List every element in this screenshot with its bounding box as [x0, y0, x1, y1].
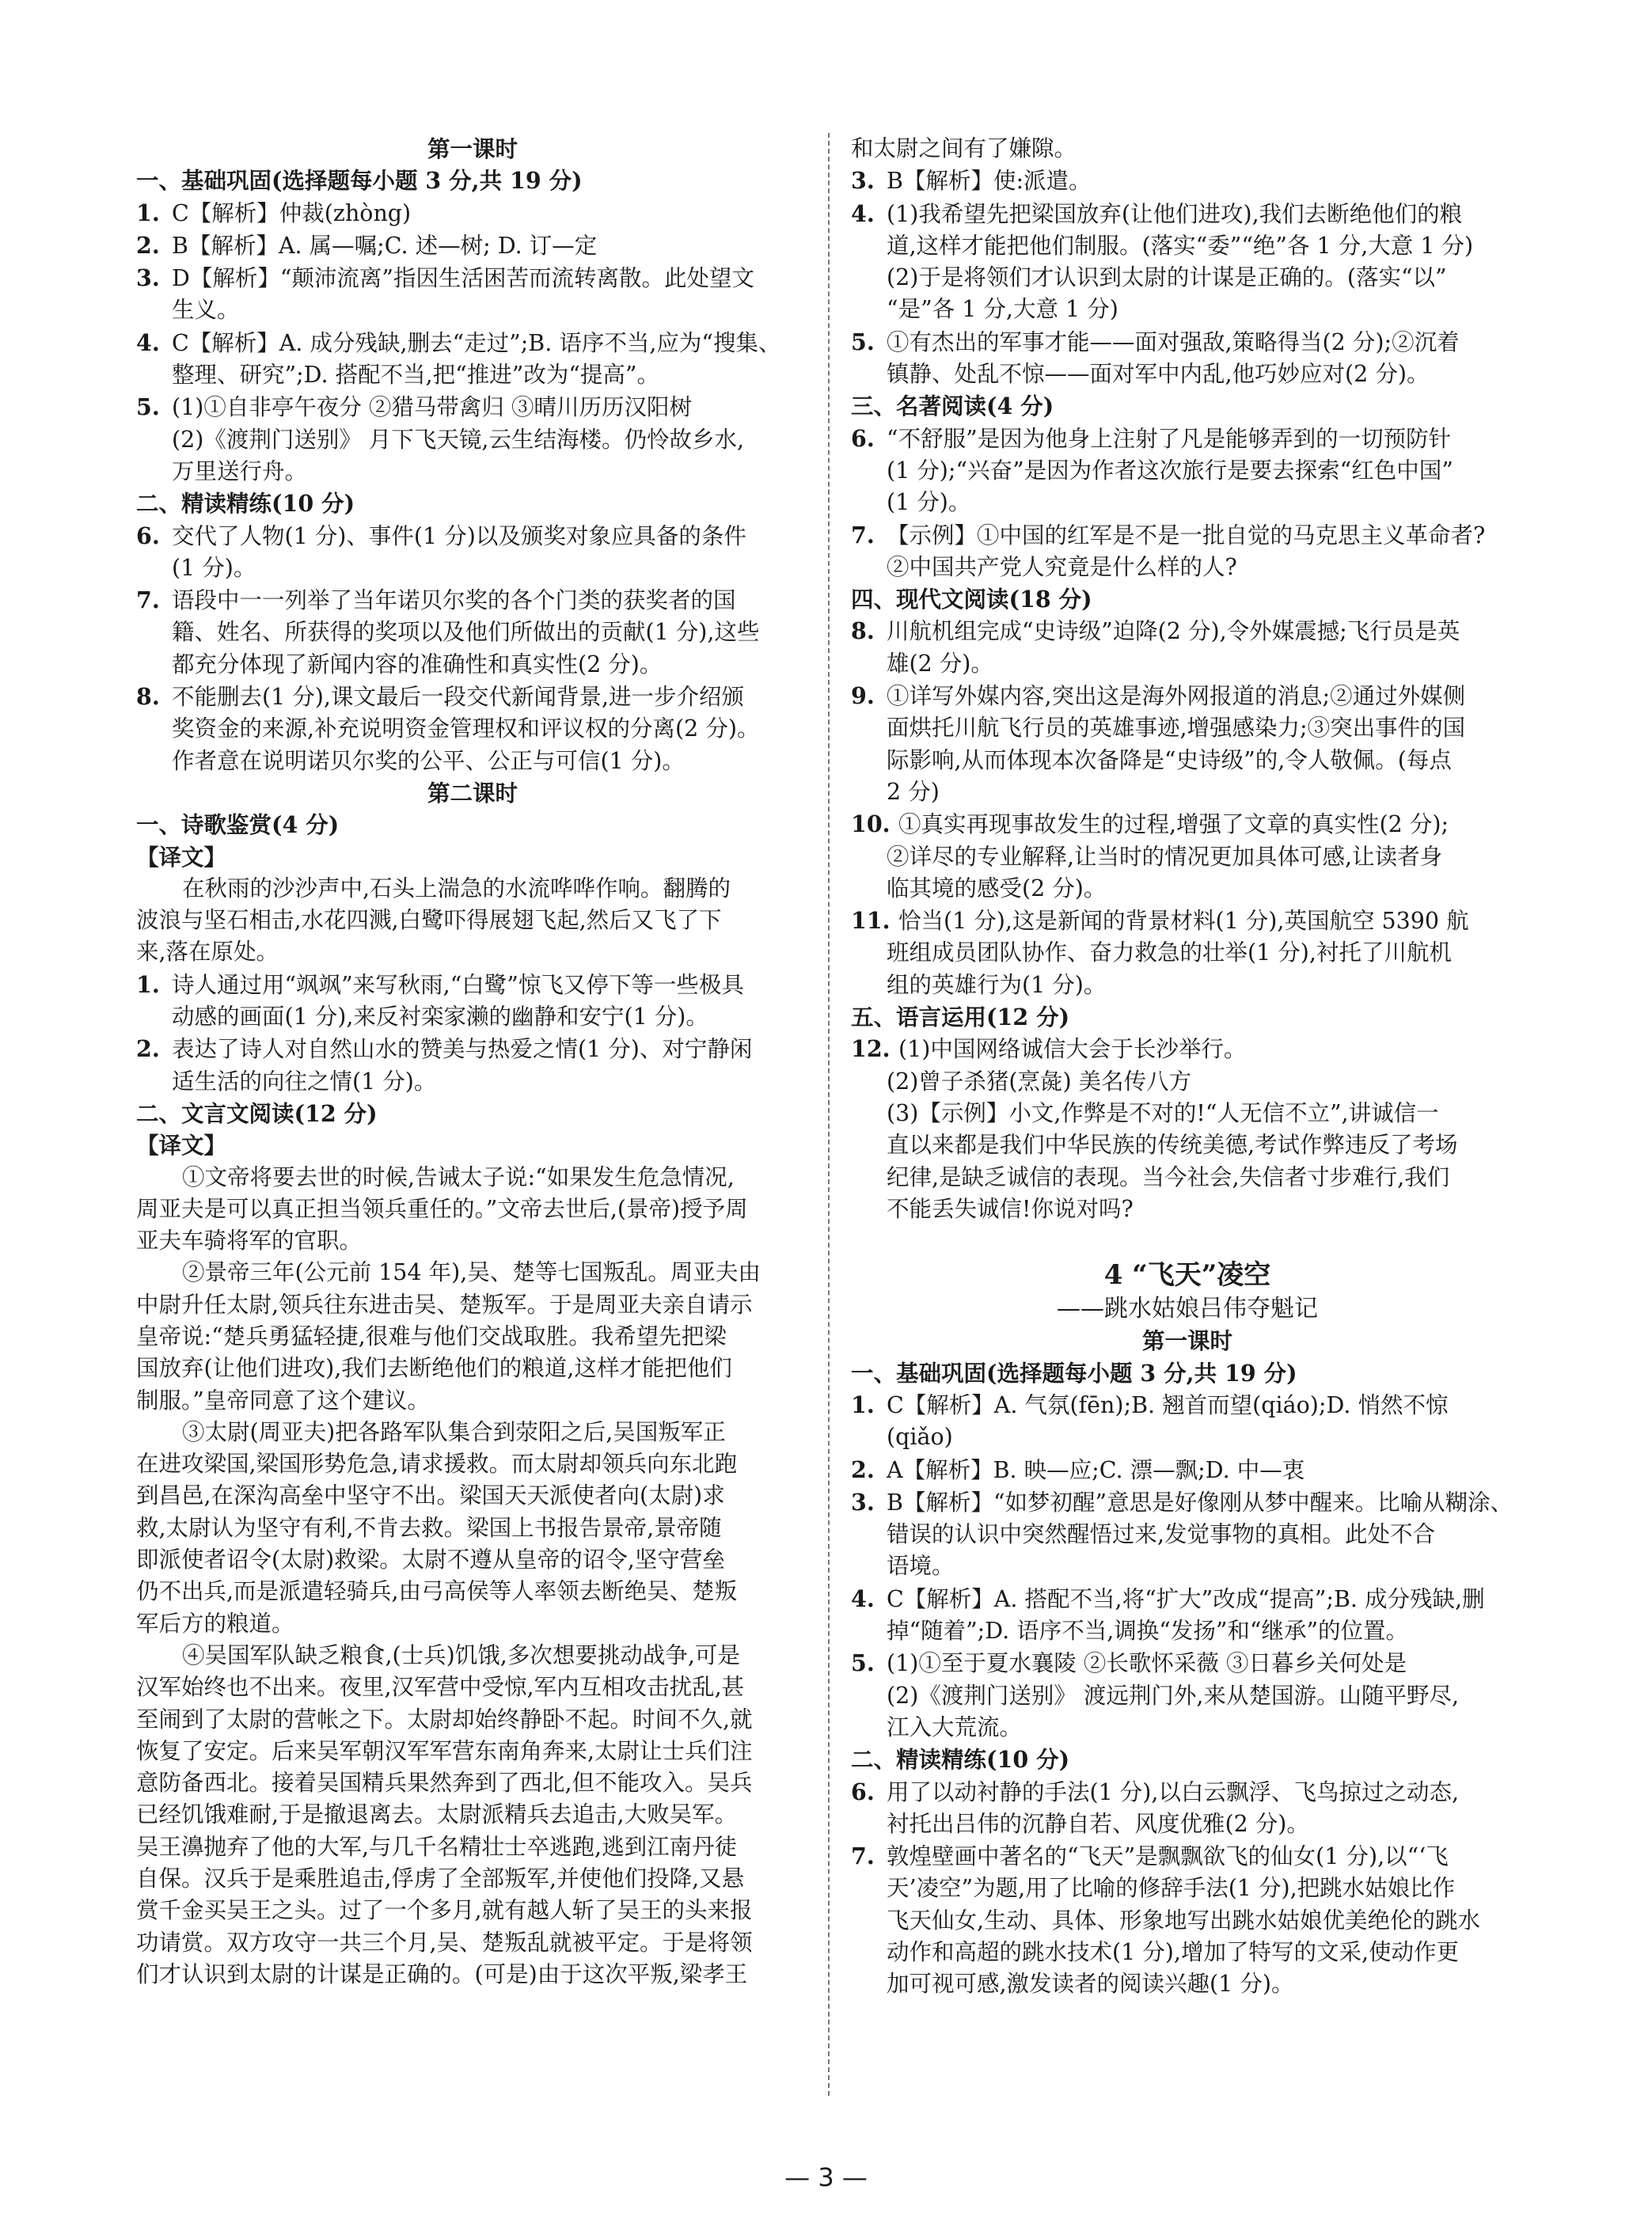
text-line: 们才认识到太尉的计谋是正确的。(可是)由于这次平叛,梁孝王 — [136, 1960, 748, 1987]
item-number: 12. — [851, 1035, 891, 1063]
continuation-line: 都充分体现了新闻内容的准确性和真实性(2 分)。 — [172, 651, 663, 677]
section-heading: 二、精读精练(10 分) — [851, 1746, 1070, 1774]
item-text: B【解析】使:派遣。 — [887, 168, 1092, 195]
chapter-title: 4 “飞天”凌空 — [1103, 1259, 1271, 1292]
text-line: 自保。汉兵于是乘胜追击,俘虏了全部叛军,并使他们投降,又悬 — [136, 1865, 745, 1892]
paragraph-start: ②景帝三年(公元前 154 年),吴、楚等七国叛乱。周亚夫由 — [182, 1259, 761, 1286]
item-text: ①真实再现事故发生的过程,增强了文章的真实性(2 分); — [898, 811, 1449, 838]
continuation-line: (2)于是将领们才认识到太尉的计谋是正确的。(落实“以” — [887, 264, 1447, 291]
item-text: 表达了诗人对自然山水的赞美与热爱之情(1 分)、对宁静闲 — [172, 1036, 753, 1063]
answer-item — [851, 1647, 1524, 1679]
section-heading: 【译文】 — [136, 1132, 227, 1159]
paragraph-start: ①文帝将要去世的时候,告诫太子说:“如果发生危急情况, — [182, 1163, 735, 1190]
item-text: (1)中国网络诚信大会于长沙举行。 — [898, 1036, 1247, 1063]
item-text: C【解析】A. 搭配不当,将“扩大”改成“提高”;B. 成分残缺,删 — [887, 1585, 1485, 1612]
answer-item — [851, 326, 1524, 359]
paragraph-start: 在秋雨的沙沙声中,石头上湍急的水流哗哗作响。翻腾的 — [182, 875, 731, 901]
continuation-line: “是”各 1 分,大意 1 分) — [887, 296, 1118, 323]
continuation-line: (3)【示例】小文,作弊是不对的!“人无信不立”,讲诚信一 — [887, 1099, 1439, 1126]
text-line: 皇帝说:“楚兵勇猛轻捷,很难与他们交战取胜。我希望先把梁 — [136, 1323, 727, 1349]
continuation-line: 面烘托川航飞行员的英雄事迹,增强感染力;③突出事件的国 — [887, 715, 1466, 742]
continuation-line: 加可视可感,激发读者的阅读兴趣(1 分)。 — [887, 1971, 1294, 1998]
section-heading: 五、语言运用(12 分) — [851, 1004, 1070, 1031]
answer-item — [136, 681, 809, 713]
item-text: 用了以动衬静的手法(1 分),以白云飘浮、飞鸟掠过之动态, — [887, 1778, 1460, 1805]
item-number: 10. — [851, 810, 891, 838]
continuation-line: 错误的认识中突然醒悟过来,发觉事物的真相。此处不合 — [887, 1521, 1436, 1548]
text-line: 吴王濞抛弃了他的大军,与几千名精壮士卒逃跑,逃到江南丹徒 — [136, 1833, 738, 1860]
continuation-line: 生义。 — [172, 297, 240, 324]
answer-item — [851, 1776, 1524, 1808]
item-number: 1. — [136, 199, 160, 226]
text-line: 亚夫车骑将军的官职。 — [136, 1228, 363, 1254]
continuation-line: 2 分) — [887, 778, 940, 805]
continuation-line: 语境。 — [887, 1553, 955, 1580]
continuation-line: 整理、研究”;D. 搭配不当,把“推进”改为“提高”。 — [172, 362, 659, 389]
item-number: 5. — [851, 328, 875, 355]
item-number: 4. — [851, 199, 875, 227]
item-text: 恰当(1 分),这是新闻的背景材料(1 分),英国航空 5390 航 — [898, 908, 1469, 935]
continuation-line: ②中国共产党人究竟是什么样的人? — [887, 553, 1237, 580]
answer-item — [851, 1583, 1524, 1615]
continuation-line: 适生活的向往之情(1 分)。 — [172, 1068, 437, 1095]
text-line: 汉军始终也不出来。夜里,汉军营中受惊,军内互相攻击扰乱,甚 — [136, 1674, 745, 1701]
item-text: B【解析】“如梦初醒”意思是好像刚从梦中醒来。比喻从糊涂、 — [887, 1489, 1513, 1516]
section-heading: 一、基础巩固(选择题每小题 3 分,共 19 分) — [851, 1359, 1297, 1387]
answer-item — [851, 808, 1524, 841]
lesson-heading: 第一课时 — [1141, 1327, 1232, 1355]
item-number: 8. — [851, 617, 875, 645]
item-number: 2. — [136, 231, 160, 259]
item-text: A【解析】B. 映—应;C. 漂—飘;D. 中—衷 — [887, 1456, 1305, 1483]
text-line: 和太尉之间有了嫌隙。 — [851, 135, 1077, 161]
item-number: 7. — [851, 1843, 875, 1870]
item-text: 【示例】①中国的红军是不是一批自觉的马克思主义革命者? — [887, 522, 1486, 548]
column-divider — [828, 133, 830, 2096]
item-number: 5. — [851, 1649, 875, 1677]
continuation-line: 作者意在说明诺贝尔奖的公平、公正与可信(1 分)。 — [172, 747, 685, 774]
continuation-line: 掉“随着”;D. 语序不当,调换“发扬”和“继承”的位置。 — [887, 1618, 1409, 1645]
text-line: 制服。”皇帝同意了这个建议。 — [136, 1387, 430, 1414]
answer-item — [851, 165, 1524, 197]
continuation-line: (2)《渡荆门送别》 月下飞天镜,云生结海楼。仍怜故乡水, — [172, 426, 745, 453]
continuation-line: 不能丢失诚信!你说对吗? — [887, 1195, 1134, 1222]
item-text: (1)①自非亭午夜分 ②猎马带禽归 ③晴川历历汉阳树 — [172, 394, 692, 421]
text-line: 赏千金买吴王之头。过了一个多月,就有越人斩了吴王的头来报 — [136, 1897, 753, 1924]
text-line: 仍不出兵,而是派遣轻骑兵,由弓高侯等人率领去断绝吴、楚叛 — [136, 1578, 738, 1605]
section-heading: 【译文】 — [136, 843, 227, 871]
section-heading: 三、名著阅读(4 分) — [851, 393, 1054, 420]
left-column — [136, 133, 809, 1991]
text-line: 波浪与坚石相击,水花四溅,白鹭吓得展翅飞起,然后又飞了下 — [136, 907, 722, 934]
answer-item — [851, 1486, 1524, 1519]
item-text: 诗人通过用“飒飒”来写秋雨,“白鹭”惊飞又停下等一些极具 — [172, 971, 744, 998]
answer-item — [851, 680, 1524, 712]
spacer — [851, 1225, 1524, 1257]
continuation-line: 道,这样才能把他们制服。(落实“委”“绝”各 1 分,大意 1 分) — [887, 232, 1474, 259]
answer-item — [136, 262, 809, 294]
text-line: 在进攻梁国,梁国形势危急,请求援救。而太尉却领兵向东北跑 — [136, 1451, 738, 1478]
answer-item — [136, 520, 809, 552]
continuation-line: 直以来都是我们中华民族的传统美德,考试作弊违反了考场 — [887, 1132, 1458, 1159]
lesson-heading: 第一课时 — [427, 135, 518, 162]
section-heading: 一、诗歌鉴赏(4 分) — [136, 811, 340, 839]
lesson-heading: 第二课时 — [427, 779, 518, 806]
text-line: 到昌邑,在深沟高垒中坚守不出。梁国天天派使者向(太尉)求 — [136, 1482, 725, 1509]
item-number: 6. — [136, 522, 160, 549]
item-number: 2. — [136, 1035, 160, 1063]
answer-item — [136, 969, 809, 1001]
continuation-line: ②详尽的专业解释,让当时的情况更加具体可感,让读者身 — [887, 843, 1443, 870]
item-number: 2. — [851, 1455, 875, 1483]
continuation-line: (1 分);“兴奋”是因为作者这次旅行是要去探索“红色中国” — [887, 457, 1453, 484]
item-text: 交代了人物(1 分)、事件(1 分)以及颁奖对象应具备的条件 — [172, 522, 746, 549]
item-number: 7. — [136, 586, 160, 614]
item-text: 不能删去(1 分),课文最后一段交代新闻背景,进一步介绍颁 — [172, 684, 745, 711]
continuation-line: 天’凌空”为题,用了比喻的修辞手法(1 分),把跳水姑娘比作 — [887, 1875, 1456, 1902]
continuation-line: 纪律,是缺乏诚信的表现。当今社会,失信者寸步难行,我们 — [887, 1163, 1450, 1190]
item-text: (1)我希望先把梁国放弃(让他们进攻),我们去断绝他们的粮 — [887, 200, 1463, 227]
item-number: 3. — [851, 1488, 875, 1516]
item-number: 7. — [851, 521, 875, 548]
continuation-line: (2)《渡荆门送别》 渡远荆门外,来从楚国游。山随平野尽, — [887, 1682, 1460, 1709]
item-text: B【解析】A. 属—嘱;C. 述—树; D. 订—定 — [172, 232, 598, 259]
answer-item — [136, 230, 809, 262]
item-text: ①有杰出的军事才能——面对强敌,策略得当(2 分);②沉着 — [887, 328, 1460, 355]
item-number: 1. — [851, 1391, 875, 1418]
text-line: 来,落在原处。 — [136, 939, 279, 966]
text-line: 周亚夫是可以真正担当领兵重任的。”文帝去世后,(景帝)授予周 — [136, 1195, 748, 1222]
continuation-line: 奖资金的来源,补充说明资金管理权和评议权的分离(2 分)。 — [172, 715, 760, 742]
continuation-line: 万里送行舟。 — [172, 457, 308, 484]
item-number: 8. — [136, 683, 160, 711]
right-column — [851, 133, 1524, 2001]
text-line: 救,太尉认为坚守有利,不肯去救。梁国上书报告景帝,景帝随 — [136, 1514, 722, 1541]
continuation-line: 际影响,从而体现本次备降是“史诗级”的,令人敬佩。(每点 — [887, 746, 1452, 773]
item-text: 川航机组完成“史诗级”迫降(2 分),令外媒震撼;飞行员是英 — [887, 618, 1460, 645]
answer-item — [851, 519, 1524, 552]
item-text: “不舒服”是因为他身上注射了凡是能够弄到的一切预防针 — [887, 425, 1452, 452]
page-number: — 3 — — [784, 2162, 868, 2192]
item-number: 4. — [136, 328, 160, 356]
chapter-subtitle: ——跳水姑娘吕伟夺魁记 — [1057, 1295, 1318, 1323]
text-line: 已经饥饿难耐,于是撤退离去。太尉派精兵去追击,大败吴军。 — [136, 1801, 738, 1828]
continuation-line: 飞天仙女,生动、具体、形象地写出跳水姑娘优美绝伦的跳水 — [887, 1907, 1481, 1934]
item-text: C【解析】A. 气氛(fēn);B. 翘首而望(qiáo);D. 悄然不惊 — [887, 1391, 1449, 1418]
item-number: 3. — [851, 167, 875, 195]
answer-item — [136, 584, 809, 617]
text-line: 即派使者诏令(太尉)救梁。太尉不遵从皇帝的诏令,坚守营垒 — [136, 1547, 725, 1573]
answer-item — [851, 615, 1524, 647]
text-line: 意防备西北。接着吴国精兵果然奔到了西北,但不能攻入。吴兵 — [136, 1770, 753, 1797]
continuation-line: 动感的画面(1 分),来反衬栾家濑的幽静和安宁(1 分)。 — [172, 1004, 708, 1030]
continuation-line: 班组成员团队协作、奋力救急的壮举(1 分),衬托了川航机 — [887, 939, 1452, 966]
item-number: 4. — [851, 1585, 875, 1612]
item-number: 6. — [851, 424, 875, 452]
continuation-line: (2)曾子杀猪(烹彘) 美名传八方 — [887, 1068, 1192, 1095]
answer-item — [136, 197, 809, 230]
text-line: 至闹到了太尉的营帐之下。太尉却始终静卧不起。时间不久,就 — [136, 1706, 753, 1733]
item-number: 3. — [136, 264, 160, 292]
answer-item — [851, 1454, 1524, 1486]
answer-item — [136, 391, 809, 423]
answer-item — [851, 905, 1524, 937]
continuation-line: 动作和高超的跳水技术(1 分),增加了特写的文采,使动作更 — [887, 1939, 1460, 1966]
answer-item — [851, 423, 1524, 455]
continuation-line: (qiǎo) — [887, 1424, 953, 1451]
answer-item — [851, 1033, 1524, 1065]
item-text: D【解析】“颠沛流离”指因生活困苦而流转离散。此处望文 — [172, 265, 754, 292]
item-text: ①详写外媒内容,突出这是海外网报道的消息;②通过外媒侧 — [887, 683, 1466, 710]
text-line: 恢复了安定。后来吴军朝汉军军营东南角奔来,太尉让士兵们注 — [136, 1737, 753, 1764]
text-line: 军后方的粮道。 — [136, 1610, 294, 1637]
answer-item — [136, 1033, 809, 1065]
answer-item — [851, 198, 1524, 230]
continuation-line: 江入大荒流。 — [887, 1714, 1023, 1740]
item-text: C【解析】仲裁(zhòng) — [172, 199, 412, 226]
continuation-line: 镇静、处乱不惊——面对军中内乱,他巧妙应对(2 分)。 — [887, 361, 1430, 388]
section-heading: 一、基础巩固(选择题每小题 3 分,共 19 分) — [136, 167, 583, 195]
text-line: 功请赏。双方攻守一共三个月,吴、楚叛乱就被平定。于是将领 — [136, 1929, 753, 1956]
continuation-line: 衬托出吕伟的沉静自若、风度优雅(2 分)。 — [887, 1810, 1309, 1837]
continuation-line: 组的英雄行为(1 分)。 — [887, 971, 1107, 998]
item-text: 敦煌壁画中著名的“飞天”是飘飘欲飞的仙女(1 分),以“‘飞 — [887, 1843, 1449, 1870]
item-text: C【解析】A. 成分残缺,删去“走过”;B. 语序不当,应为“搜集、 — [172, 329, 781, 356]
text-line: 中尉升任太尉,领兵往东进击吴、楚叛军。于是周亚夫亲自请示 — [136, 1291, 753, 1318]
item-number: 5. — [136, 393, 160, 421]
answer-item — [851, 1840, 1524, 1873]
continuation-line: (1 分)。 — [172, 554, 256, 581]
item-number: 9. — [851, 682, 875, 710]
item-text: (1)①至于夏水襄陵 ②长歌怀采薇 ③日暮乡关何处是 — [887, 1650, 1407, 1677]
continuation-line: (1 分)。 — [887, 489, 971, 516]
continuation-line: 临其境的感受(2 分)。 — [887, 875, 1107, 901]
continuation-line: 籍、姓名、所获得的奖项以及他们所做出的贡献(1 分),这些 — [172, 619, 760, 646]
paragraph-start: ③太尉(周亚夫)把各路军队集合到荥阳之后,吴国叛军正 — [182, 1418, 726, 1445]
paragraph-start: ④吴国军队缺乏粮食,(士兵)饥饿,多次想要挑动战争,可是 — [182, 1641, 740, 1668]
item-text: 语段中一一列举了当年诺贝尔奖的各个门类的获奖者的国 — [172, 587, 736, 614]
continuation-line: 雄(2 分)。 — [887, 650, 993, 677]
item-number: 6. — [851, 1778, 875, 1805]
answer-item — [851, 1389, 1524, 1421]
section-heading: 二、精读精练(10 分) — [136, 490, 355, 518]
item-number: 1. — [136, 970, 160, 998]
item-number: 11. — [851, 907, 891, 935]
text-line: 国放弃(让他们进攻),我们去断绝他们的粮道,这样才能把他们 — [136, 1355, 732, 1382]
section-heading: 四、现代文阅读(18 分) — [851, 586, 1092, 613]
answer-item — [136, 327, 809, 359]
section-heading: 二、文言文阅读(12 分) — [136, 1099, 378, 1127]
